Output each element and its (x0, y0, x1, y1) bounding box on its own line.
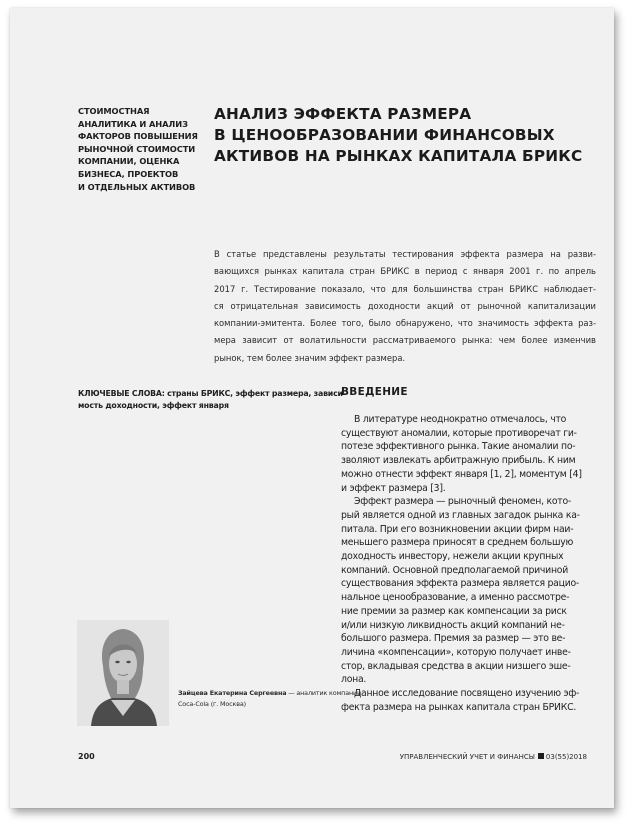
body-line: и/или низкую ликвидность акций компаний не- (341, 619, 565, 631)
title-line: В ЦЕНООБРАЗОВАНИИ ФИНАНСОВЫХ (214, 126, 555, 144)
rubric-heading (78, 105, 213, 193)
author-name: Зайцева Екатерина Сергеевна (178, 689, 287, 697)
rubric-line: АНАЛИТИКА И АНАЛИЗ (78, 118, 188, 129)
journal-name: УПРАВЛЕНЧЕСКИЙ УЧЕТ И ФИНАНСЫ (399, 753, 535, 761)
keywords-line: КЛЮЧЕВЫЕ СЛОВА: страны БРИКС, эффект размера, зависи- (78, 389, 346, 398)
author-affiliation: Coca-Cola (г. Москва) (178, 700, 246, 708)
body-line: лона. (341, 674, 367, 686)
body-line: стор, вкладывая средства в акции низшего эше- (341, 660, 571, 672)
body-line: ние премии за размер как компенсации за риск (341, 605, 567, 617)
journal-footer (400, 753, 587, 761)
abstract-line: рынок, тем более значим эффект размера. (214, 352, 406, 363)
section-heading-introduction: ВВЕДЕНИЕ (341, 386, 408, 398)
square-bullet-icon (538, 753, 544, 759)
body-line: можно отнести эффект января [1, 2], моментум [4] (341, 468, 582, 480)
author-role: — аналитик компании (286, 689, 362, 697)
article-title (214, 104, 594, 167)
keywords-line: мость доходности, эффект января (78, 400, 229, 410)
body-line: меньшего размера приносят в среднем большую (341, 537, 574, 549)
rubric-line: СТОИМОСТНАЯ (78, 106, 150, 116)
abstract-line: 2017 г. Тестирование показало, что для большинства стран БРИКС наблюдает- (214, 283, 596, 294)
article-page (10, 8, 614, 808)
title-line: АНАЛИЗ ЭФФЕКТА РАЗМЕРА (214, 105, 472, 123)
body-line: В литературе неоднократно отмечалось, что (354, 414, 567, 425)
body-line: Данное исследование посвящено изучению эф- (354, 688, 580, 700)
body-line: питала. При его возникновении акции фирм наи- (341, 523, 574, 535)
body-line: большого размера. Премия за размер — это ве- (341, 633, 566, 645)
abstract (214, 246, 596, 367)
body-line: Эффект размера — рыночный феномен, кото- (354, 496, 572, 508)
abstract-line: компании-эмитента. Более того, было обнаружено, что значимость эффекта раз- (214, 318, 596, 329)
body-line: компаний. Основной предполагаемой причиной (341, 564, 569, 576)
body-line: личина «компенсации», которую получает инве- (341, 646, 571, 658)
author-photo (77, 620, 169, 726)
body-line: рый является одной из главных загадок рынка ка- (341, 509, 580, 521)
title-line: АКТИВОВ НА РЫНКАХ КАПИТАЛА БРИКС (214, 147, 583, 165)
rubric-line: РЫНОЧНОЙ СТОИМОСТИ (78, 143, 196, 154)
abstract-line: ся отрицательная зависимость доходности акций от рыночной капитализации (214, 300, 596, 311)
body-line: существования эффекта размера является рацио- (341, 578, 580, 590)
body-line: фекта размера на рынках капитала стран БРИКС. (341, 701, 577, 713)
body-line: потезе эффективного рынка. Такие аномалии по- (341, 441, 576, 453)
body-line: нальное ценообразование, а именно рассмотре- (341, 592, 570, 604)
abstract-line: вающихся рынках капитала стран БРИКС в период с января 2001 г. по апрель (214, 266, 596, 277)
rubric-line: КОМПАНИИ, ОЦЕНКА (78, 156, 180, 167)
rubric-line: ФАКТОРОВ ПОВЫШЕНИЯ (78, 131, 198, 142)
body-line: и эффект размера [3]. (341, 482, 446, 494)
rubric-line: БИЗНЕСА, ПРОЕКТОВ (78, 168, 179, 179)
abstract-line: В статье представлены результаты тестирования эффекта размера на разви- (214, 249, 596, 259)
page-number: 200 (78, 752, 95, 761)
rubric-line: И ОТДЕЛЬНЫХ АКТИВОВ (78, 181, 196, 192)
body-line: доходность инвестору, нежели акции крупных (341, 551, 564, 563)
keywords (78, 388, 346, 411)
body-line: зволяют извлекать арбитражную прибыль. К ним (341, 455, 576, 467)
introduction-body (341, 413, 597, 714)
journal-issue: 03(55)2018 (545, 753, 587, 761)
author-info (178, 688, 362, 710)
author-portrait-icon (77, 620, 169, 726)
abstract-line: мера зависит от волатильности рассматриваемого рынка: чем более изменчив (214, 335, 596, 346)
author-line (178, 688, 362, 699)
body-line: существуют аномалии, которые противоречат ги- (341, 427, 577, 439)
